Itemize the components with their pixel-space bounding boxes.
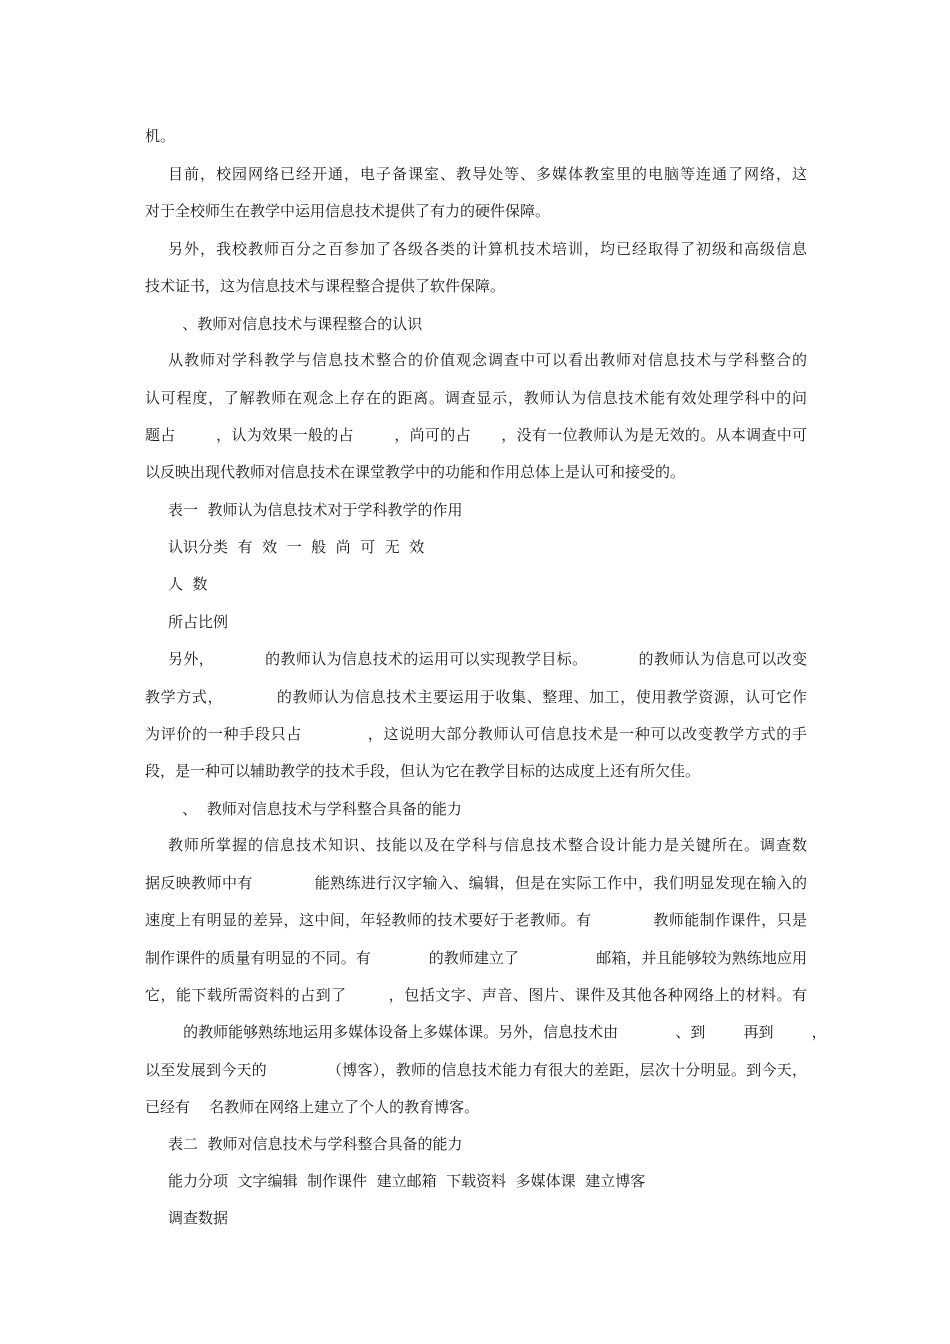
paragraph-line: 的教师能够熟练地运用多媒体设备上多媒体课。另外，信息技术由 、到 再到 ， [145, 1023, 827, 1041]
paragraph-line: 速度上有明显的差异，这中间，年轻教师的技术要好于老教师。有 教师能制作课件，只是 [145, 911, 807, 929]
paragraph-line: 教学方式， 的教师认为信息技术主要运用于收集、整理、加工，使用教学资源，认可它作 [145, 688, 807, 706]
paragraph-line: 从教师对学科教学与信息技术整合的价值观念调查中可以看出教师对信息技术与学科整合的 [168, 351, 807, 369]
table-row: 能力分项 文字编辑 制作课件 建立邮箱 下载资料 多媒体课 建立博客 [168, 1172, 646, 1190]
paragraph-line: 以至发展到今天的 （博客），教师的信息技术能力有很大的差距，层次十分明显。到今天， [145, 1061, 807, 1079]
paragraph-line: 题占 ，认为效果一般的占 ，尚可的占 ，没有一位教师认为是无效的。从本调查中可 [145, 426, 807, 444]
table-row: 人 数 [168, 575, 208, 593]
paragraph-line: 技术证书，这为信息技术与课程整合提供了软件保障。 [145, 277, 506, 295]
table-caption: 表一 教师认为信息技术对于学科教学的作用 [168, 501, 463, 519]
paragraph-line: 目前，校园网络已经开通，电子备课室、教导处等、多媒体教室里的电脑等连通了网络，这 [168, 165, 807, 183]
paragraph-line: 认可程度，了解教师在观念上存在的距离。调查显示，教师认为信息技术能有效处理学科中的问 [145, 389, 807, 407]
table-caption: 表二 教师对信息技术与学科整合具备的能力 [168, 1135, 463, 1153]
paragraph-line: 教师所掌握的信息技术知识、技能以及在学科与信息技术整合设计能力是关键所在。调查数 [168, 836, 807, 854]
paragraph-line: 段，是一种可以辅助教学的技术手段，但认为它在教学目标的达成度上还有所欠佳。 [145, 762, 701, 780]
paragraph-line: 机。 [145, 127, 176, 145]
paragraph-line: 对于全校师生在教学中运用信息技术提供了有力的硬件保障。 [145, 202, 551, 220]
paragraph-line: 制作课件的质量有明显的不同。有 的教师建立了 邮箱，并且能够较为熟练地应用 [145, 949, 807, 967]
table-row: 调查数据 [168, 1209, 229, 1227]
paragraph-line: 以反映出现代教师对信息技术在课堂教学中的功能和作用总体上是认可和接受的。 [145, 463, 686, 481]
table-row: 认识分类 有 效 一 般 尚 可 无 效 [168, 538, 425, 556]
paragraph-line: 它，能下载所需资料的占到了 ，包括文字、声音、图片、课件及其他各种网络上的材料。有 [145, 986, 807, 1004]
table-row: 所占比例 [168, 613, 229, 631]
paragraph-line: 为评价的一种手段只占 ，这说明大部分教师认可信息技术是一种可以改变教学方式的手 [145, 725, 807, 743]
paragraph-line: 另外，我校教师百分之百参加了各级各类的计算机技术培训，均已经取得了初级和高级信息 [168, 240, 807, 258]
paragraph-line: 另外， 的教师认为信息技术的运用可以实现教学目标。 的教师认为信息可以改变 [168, 650, 807, 668]
section-heading: 、教师对信息技术与课程整合的认识 [168, 315, 423, 333]
section-heading: 、 教师对信息技术与学科整合具备的能力 [168, 800, 462, 818]
paragraph-line: 据反映教师中有 能熟练进行汉字输入、编辑，但是在实际工作中，我们明显发现在输入的 [145, 874, 807, 892]
paragraph-line: 已经有 名教师在网络上建立了个人的教育博客。 [145, 1098, 480, 1116]
